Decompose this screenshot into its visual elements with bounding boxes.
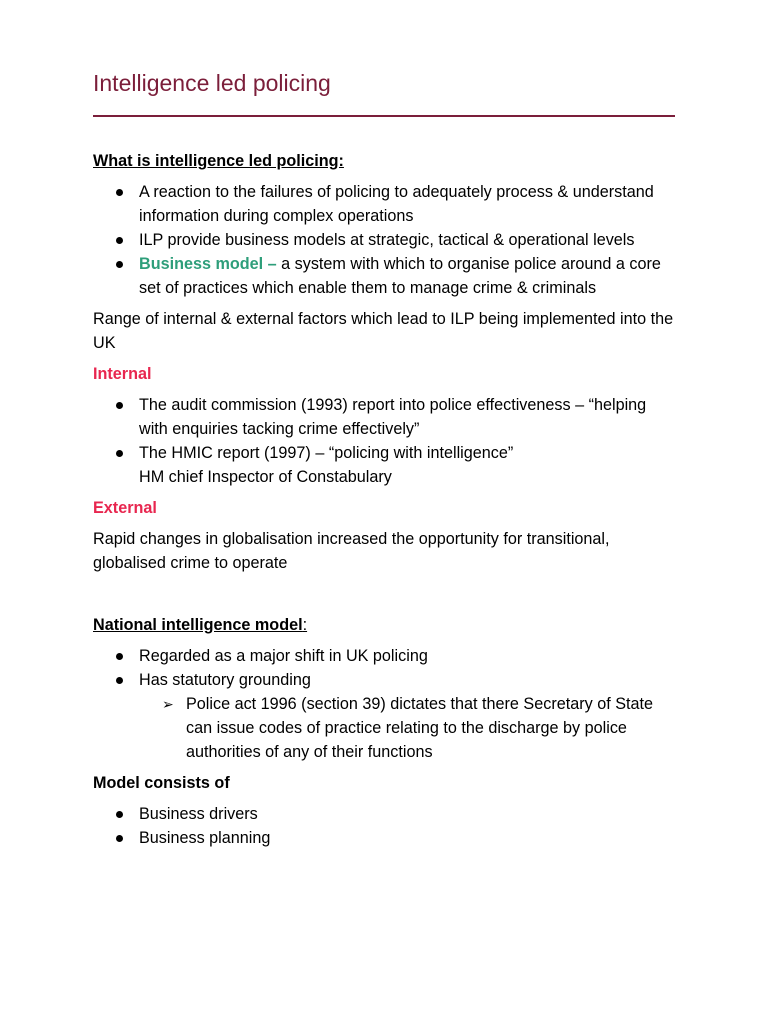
arrow-bullet-icon: ➢ — [162, 696, 174, 712]
list-item — [93, 668, 675, 764]
list-item-business-model — [93, 252, 675, 300]
range-of-factors-text: Range of internal & external factors which lead to ILP being implemented into the UK — [93, 310, 674, 352]
list-item: Regarded as a major shift in UK policing — [93, 644, 675, 668]
list-item: ILP provide business models at strategic, tactical & operational levels — [93, 228, 675, 252]
bullet-list-internal — [93, 393, 675, 489]
external-text: Rapid changes in globalisation increased the opportunity for transitional, globalised crime to operate — [93, 530, 610, 572]
nim-heading-colon: : — [302, 616, 308, 634]
document-body — [93, 149, 675, 857]
nim-heading-text: National intelligence model — [93, 616, 303, 634]
title-underline-rule — [93, 115, 675, 117]
model-consists-heading: Model consists of — [93, 774, 230, 792]
business-model-definition: a system with which to organise police around a core set of practices which enable them to manage crime & criminals — [139, 255, 661, 297]
internal-heading: Internal — [93, 365, 152, 383]
list-item: Business planning — [93, 826, 675, 850]
section-heading-what-is-ilp: What is intelligence led policing: — [93, 152, 344, 170]
bullet-list-model — [93, 802, 675, 850]
external-heading: External — [93, 499, 157, 517]
bullet-list-what-is-ilp — [93, 180, 675, 300]
statutory-grounding-text: Has statutory grounding — [139, 671, 311, 689]
business-model-term: Business model – — [139, 255, 277, 273]
section-heading-nim — [93, 613, 675, 637]
list-item — [93, 441, 675, 489]
hmic-expansion-text: HM chief Inspector of Constabulary — [139, 468, 392, 486]
list-item: Business drivers — [93, 802, 675, 826]
police-act-text: Police act 1996 (section 39) dictates that there Secretary of State can issue codes of practice relating to the discharge by police authorities of any of their functions — [186, 695, 653, 761]
list-item: A reaction to the failures of policing to adequately process & understand information during complex operations — [93, 180, 675, 228]
list-item: The audit commission (1993) report into police effectiveness – “helping with enquiries tacking crime effectively” — [93, 393, 675, 441]
bullet-list-nim — [93, 644, 675, 764]
sub-list-item — [139, 692, 675, 764]
sub-list-police-act — [139, 692, 675, 764]
hmic-report-text: The HMIC report (1997) – “policing with intelligence” — [139, 444, 514, 462]
page-title: Intelligence led policing — [93, 70, 331, 96]
